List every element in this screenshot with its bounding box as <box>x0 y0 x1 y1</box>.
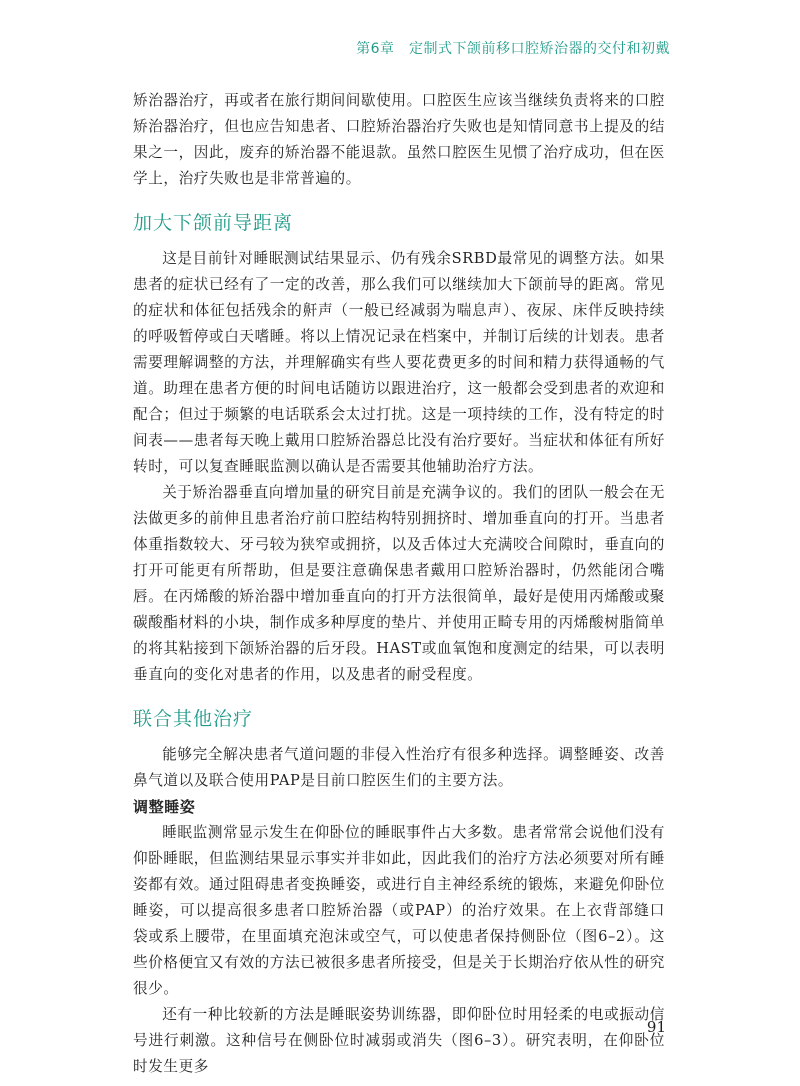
page-body <box>133 88 665 1080</box>
paragraph: 睡眠监测常显示发生在仰卧位的睡眠事件占大多数。患者常常会说他们没有仰卧睡眠，但监测结果显示事实并非如此，因此我们的治疗方法必须要对所有睡姿都有效。通过阻碍患者变换睡姿，或进行自主神经系统的锻炼，来避免仰卧位睡姿，可以提高很多患者口腔矫治器（或PAP）的治疗效果。在上衣背部缝口袋或系上腰带，在里面填充泡沫或空气，可以使患者保持侧卧位（图6–2）。这些价格便宜又有效的方法已被很多患者所接受，但是关于长期治疗依从性的研究很少。 <box>133 824 665 997</box>
paragraph: 关于矫治器垂直向增加量的研究目前是充满争议的。我们的团队一般会在无法做更多的前伸且患者治疗前口腔结构特别拥挤时、增加垂直向的打开。当患者体重指数较大、牙弓较为狭窄或拥挤，以及舌体过大充满咬合间隙时，垂直向的打开可能更有所帮助，但是要注意确保患者戴用口腔矫治器时，仍然能闭合嘴唇。在丙烯酸的矫治器中增加垂直向的打开方法很简单，最好是使用丙烯酸或聚碳酸酯材料的小块，制作成多种厚度的垫片、并使用正畸专用的丙烯酸树脂简单的将其粘接到下颌矫治器的后牙段。HAST或血氧饱和度测定的结果，可以表明垂直向的变化对患者的作用，以及患者的耐受程度。 <box>133 484 665 683</box>
section-heading-combined-therapy: 联合其他治疗 <box>133 708 254 730</box>
running-header: 第6章 定制式下颌前移口腔矫治器的交付和初戴 <box>356 41 670 57</box>
intro-paragraph: 矫治器治疗，再或者在旅行期间间歇使用。口腔医生应该当继续负责将来的口腔矫治器治疗，但也应告知患者、口腔矫治器治疗失败也是知情同意书上提及的结果之一，因此，废弃的矫治器不能退款。虽然口腔医生见惯了治疗成功，但在医学上，治疗失败也是非常普遍的。 <box>133 92 665 187</box>
page-number: 91 <box>646 1018 666 1036</box>
paragraph: 这是目前针对睡眠测试结果显示、仍有残余SRBD最常见的调整方法。如果患者的症状已经有了一定的改善，那么我们可以继续加大下颌前导的距离。常见的症状和体征包括残余的鼾声（一般已经减弱为喘息声）、夜尿、床伴反映持续的呼吸暂停或白天嗜睡。将以上情况记录在档案中，并制订后续的计划表。患者需要理解调整的方法，并理解确实有些人要花费更多的时间和精力获得通畅的气道。助理在患者方便的时间电话随访以跟进治疗，这一般都会受到患者的欢迎和配合；但过于频繁的电话联系会太过打扰。这是一项持续的工作，没有特定的时间表——患者每天晚上戴用口腔矫治器总比没有治疗要好。当症状和体征有所好转时，可以复查睡眠监测以确认是否需要其他辅助治疗方法。 <box>133 250 665 475</box>
section-heading-increase-advancement: 加大下颌前导距离 <box>133 212 294 234</box>
paragraph: 还有一种比较新的方法是睡眠姿势训练器，即仰卧位时用轻柔的电或振动信号进行刺激。这种信号在侧卧位时减弱或消失（图6–3）。研究表明，在仰卧位时发生更多 <box>133 1006 665 1075</box>
subsection-heading-sleep-position: 调整睡姿 <box>133 798 196 816</box>
paragraph: 能够完全解决患者气道问题的非侵入性治疗有很多种选择。调整睡姿、改善鼻气道以及联合使用PAP是目前口腔医生们的主要方法。 <box>133 746 665 789</box>
